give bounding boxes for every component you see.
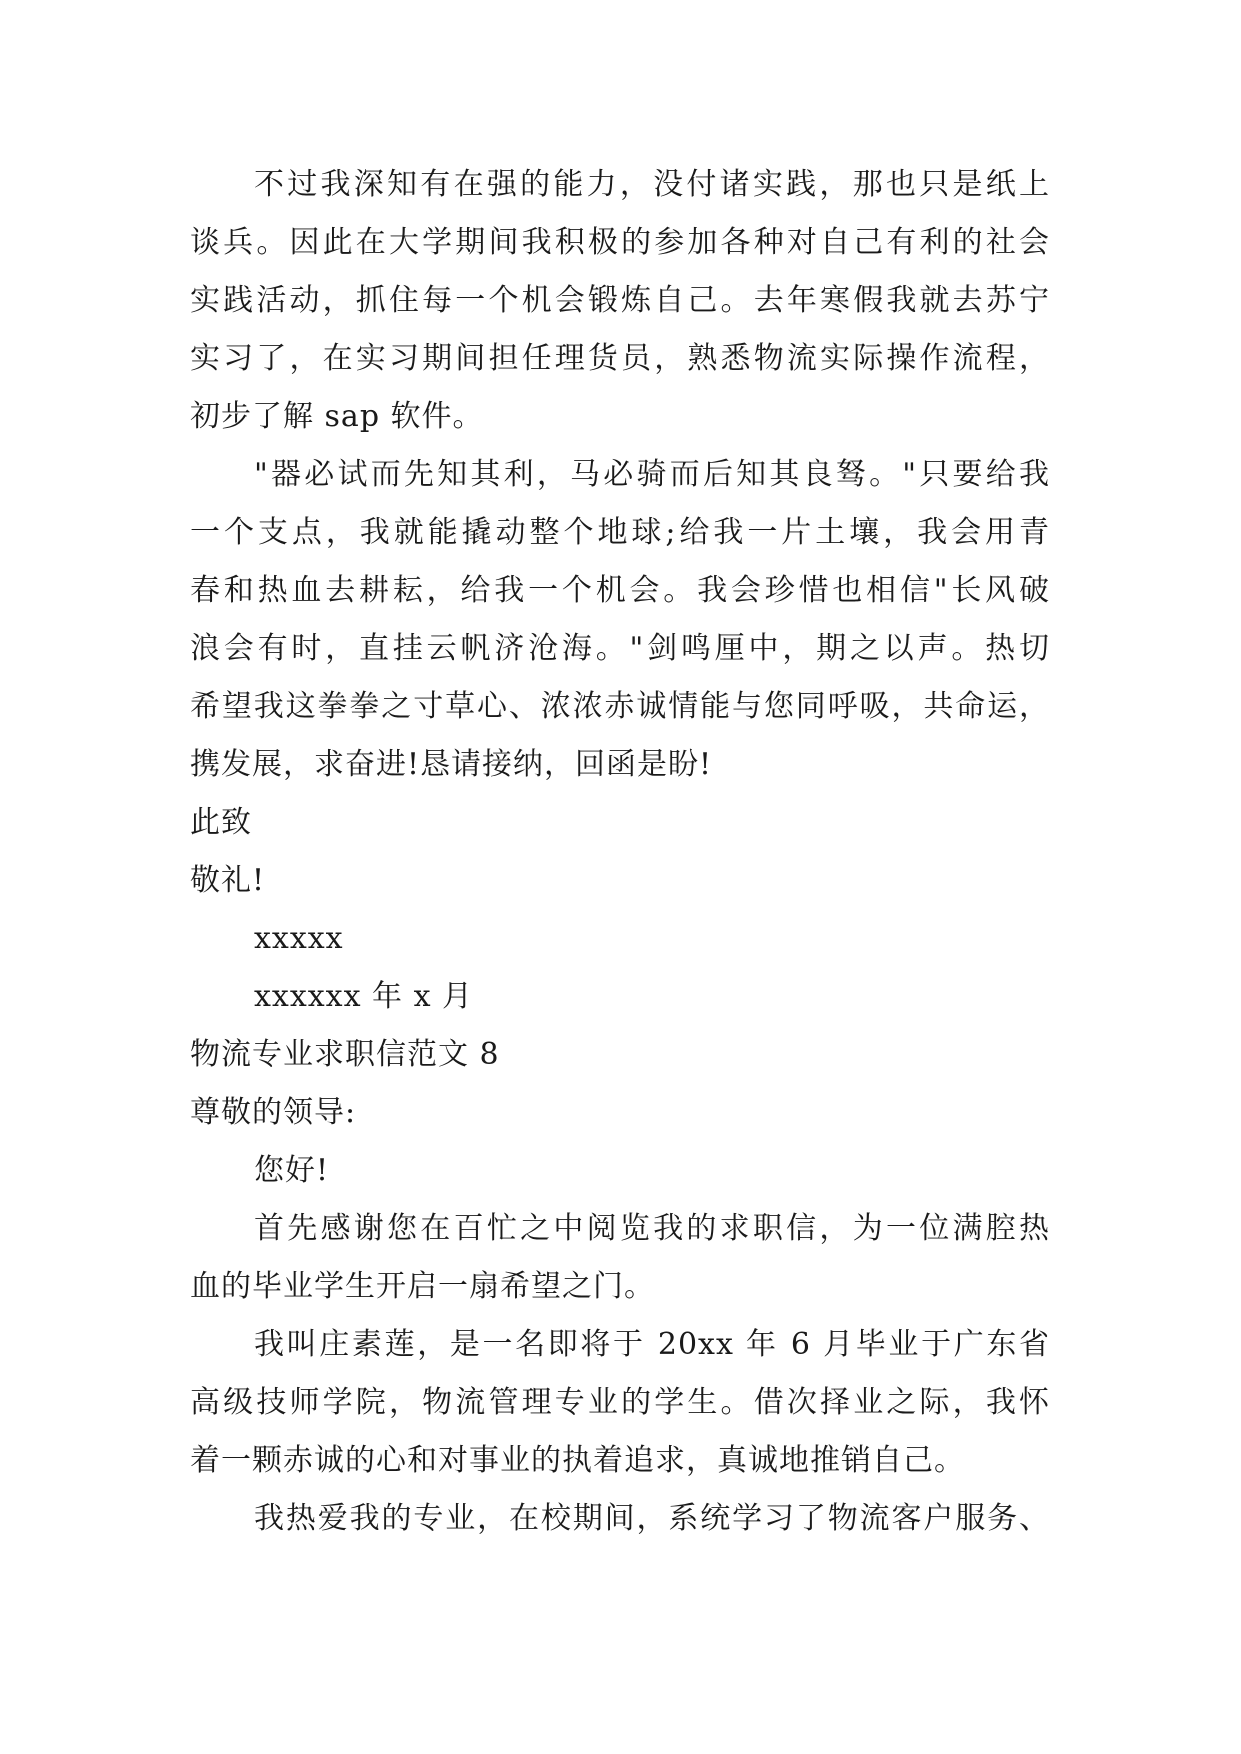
closing-line: 此致 [190,805,252,840]
section-title: 物流专业求职信范文 8 [190,1037,500,1072]
paragraph-line: 首先感谢您在百忙之中阅览我的求职信，为一位满腔热 [254,1211,1050,1246]
signature-date: xxxxxx 年 x 月 [254,979,474,1014]
paragraph-line: 春和热血去耕耘，给我一个机会。我会珍惜也相信"长风破 [190,573,1050,608]
paragraph-line: 着一颗赤诚的心和对事业的执着追求，真诚地推销自己。 [190,1443,965,1478]
paragraph-line: 我热爱我的专业，在校期间，系统学习了物流客户服务、 [254,1501,1050,1536]
paragraph-line: 谈兵。因此在大学期间我积极的参加各种对自己有利的社会 [190,225,1050,260]
paragraph-line: 携发展，求奋进!恳请接纳，回函是盼! [190,747,713,782]
greeting: 您好! [254,1153,330,1188]
paragraph-line: 一个支点，我就能撬动整个地球;给我一片土壤，我会用青 [190,515,1050,550]
signature-name: xxxxx [254,921,344,956]
paragraph-line: 高级技师学院，物流管理专业的学生。借次择业之际，我怀 [190,1385,1050,1420]
paragraph-line: 不过我深知有在强的能力，没付诸实践，那也只是纸上 [254,167,1050,202]
salutation: 尊敬的领导: [190,1095,357,1130]
closing-line: 敬礼! [190,863,266,898]
paragraph-line: 实习了，在实习期间担任理货员，熟悉物流实际操作流程， [190,341,1050,376]
paragraph-line: 浪会有时，直挂云帆济沧海。"剑鸣厘中，期之以声。热切 [190,631,1050,666]
document-body [190,156,1050,1548]
paragraph-line: 血的毕业学生开启一扇希望之门。 [190,1269,655,1304]
paragraph-line: 希望我这拳拳之寸草心、浓浓赤诚情能与您同呼吸，共命运， [190,689,1050,724]
paragraph-line: 实践活动，抓住每一个机会锻炼自己。去年寒假我就去苏宁 [190,283,1050,318]
paragraph-line: "器必试而先知其利，马必骑而后知其良驽。"只要给我 [254,457,1050,492]
paragraph-line: 初步了解 sap 软件。 [190,399,484,434]
paragraph-line: 我叫庄素莲，是一名即将于 20xx 年 6 月毕业于广东省 [254,1327,1050,1362]
